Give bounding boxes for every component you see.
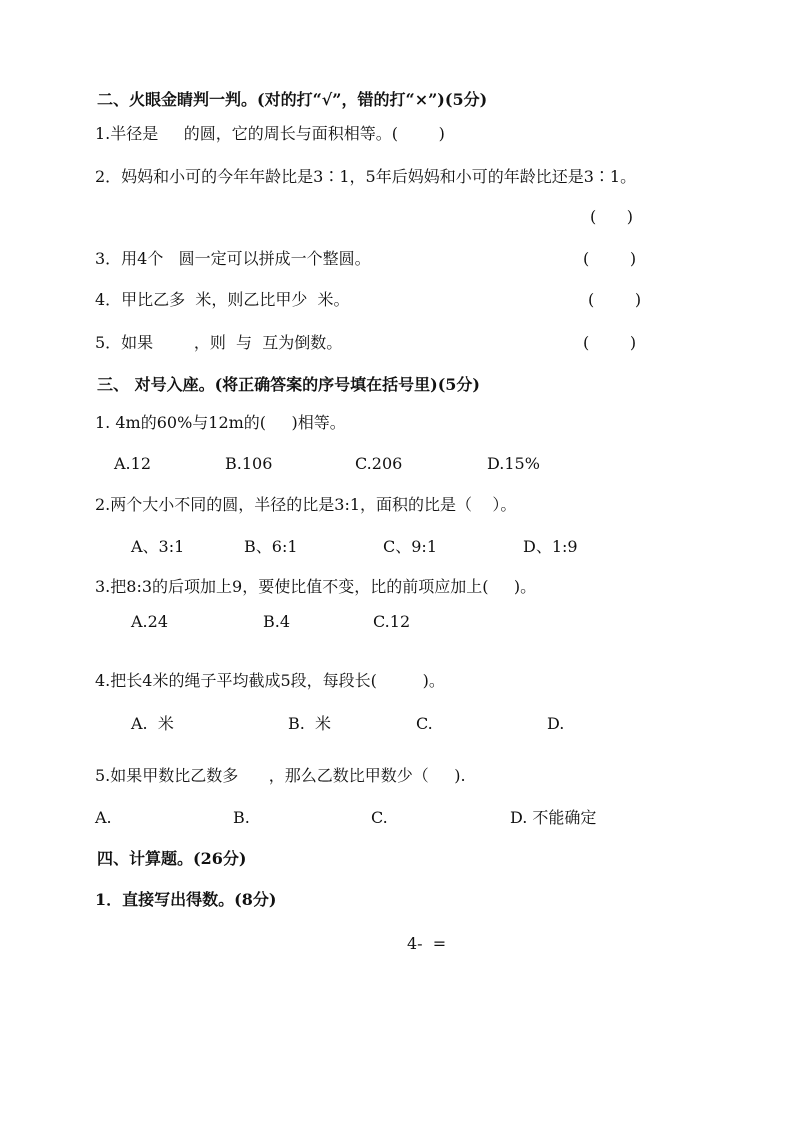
s2-q5-answer-paren: ( ) bbox=[583, 333, 637, 352]
s3-question-4: 4.把长4米的绳子平均截成5段，每段长( )。 bbox=[95, 671, 445, 690]
section-4-title: 四、计算题。(26分) bbox=[97, 849, 247, 868]
s3-q1-option-a: A.12 bbox=[114, 454, 151, 473]
s2-question-4: 4．甲比乙多 米，则乙比甲少 米。 bbox=[95, 290, 350, 309]
s2-q3-answer-paren: ( ) bbox=[583, 249, 637, 268]
s3-q1-option-b: B.106 bbox=[225, 454, 273, 473]
s3-question-2: 2.两个大小不同的圆，半径的比是3:1，面积的比是（ ）。 bbox=[95, 495, 517, 514]
s4-calc-item-1: 4- = bbox=[407, 934, 447, 953]
s2-question-2: 2．妈妈和小可的今年年龄比是3∶1，5年后妈妈和小可的年龄比还是3∶1。 bbox=[95, 167, 637, 186]
s3-question-3: 3.把8:3的后项加上9，要使比值不变，比的前项应加上( )。 bbox=[95, 577, 537, 596]
s3-q3-option-c: C.12 bbox=[373, 612, 411, 631]
s4-subsection-1-title: 1．直接写出得数。(8分) bbox=[95, 890, 277, 909]
s3-q2-option-a: A、3:1 bbox=[131, 537, 185, 556]
s3-q2-option-c: C、9:1 bbox=[383, 537, 437, 556]
s3-q3-option-b: B.4 bbox=[263, 612, 291, 631]
s3-q5-option-b: B. bbox=[233, 808, 250, 827]
s3-question-1: 1. 4m的60%与12m的( )相等。 bbox=[95, 413, 346, 432]
s3-q2-option-b: B、6:1 bbox=[244, 537, 298, 556]
s3-q5-option-c: C. bbox=[371, 808, 388, 827]
s3-q1-option-c: C.206 bbox=[355, 454, 403, 473]
s3-q3-option-a: A.24 bbox=[131, 612, 168, 631]
section-2-title: 二、火眼金睛判一判。(对的打“√”，错的打“×”)(5分) bbox=[97, 90, 488, 109]
s2-q2-answer-paren: ( ) bbox=[590, 207, 633, 226]
section-3-title: 三、 对号入座。(将正确答案的序号填在括号里)(5分) bbox=[97, 375, 480, 394]
s2-q4-answer-paren: ( ) bbox=[588, 290, 642, 309]
s3-q4-option-d: D. bbox=[547, 714, 565, 733]
s3-question-5: 5.如果甲数比乙数多 ，那么乙数比甲数少（ ). bbox=[95, 766, 466, 785]
s2-question-3: 3．用4个 圆一定可以拼成一个整圆。 bbox=[95, 249, 371, 268]
s3-q5-option-a: A. bbox=[95, 808, 112, 827]
s3-q2-option-d: D、1:9 bbox=[523, 537, 578, 556]
s3-q5-option-d: D. 不能确定 bbox=[510, 808, 597, 827]
s3-q4-option-a: A. 米 bbox=[131, 714, 174, 733]
s3-q4-option-c: C. bbox=[416, 714, 433, 733]
s2-question-5: 5．如果 ，则 与 互为倒数。 bbox=[95, 333, 343, 352]
s3-q4-option-b: B. 米 bbox=[288, 714, 332, 733]
s3-q1-option-d: D.15% bbox=[487, 454, 540, 473]
s2-question-1: 1.半径是 的圆，它的周长与面积相等。( ) bbox=[95, 124, 445, 143]
